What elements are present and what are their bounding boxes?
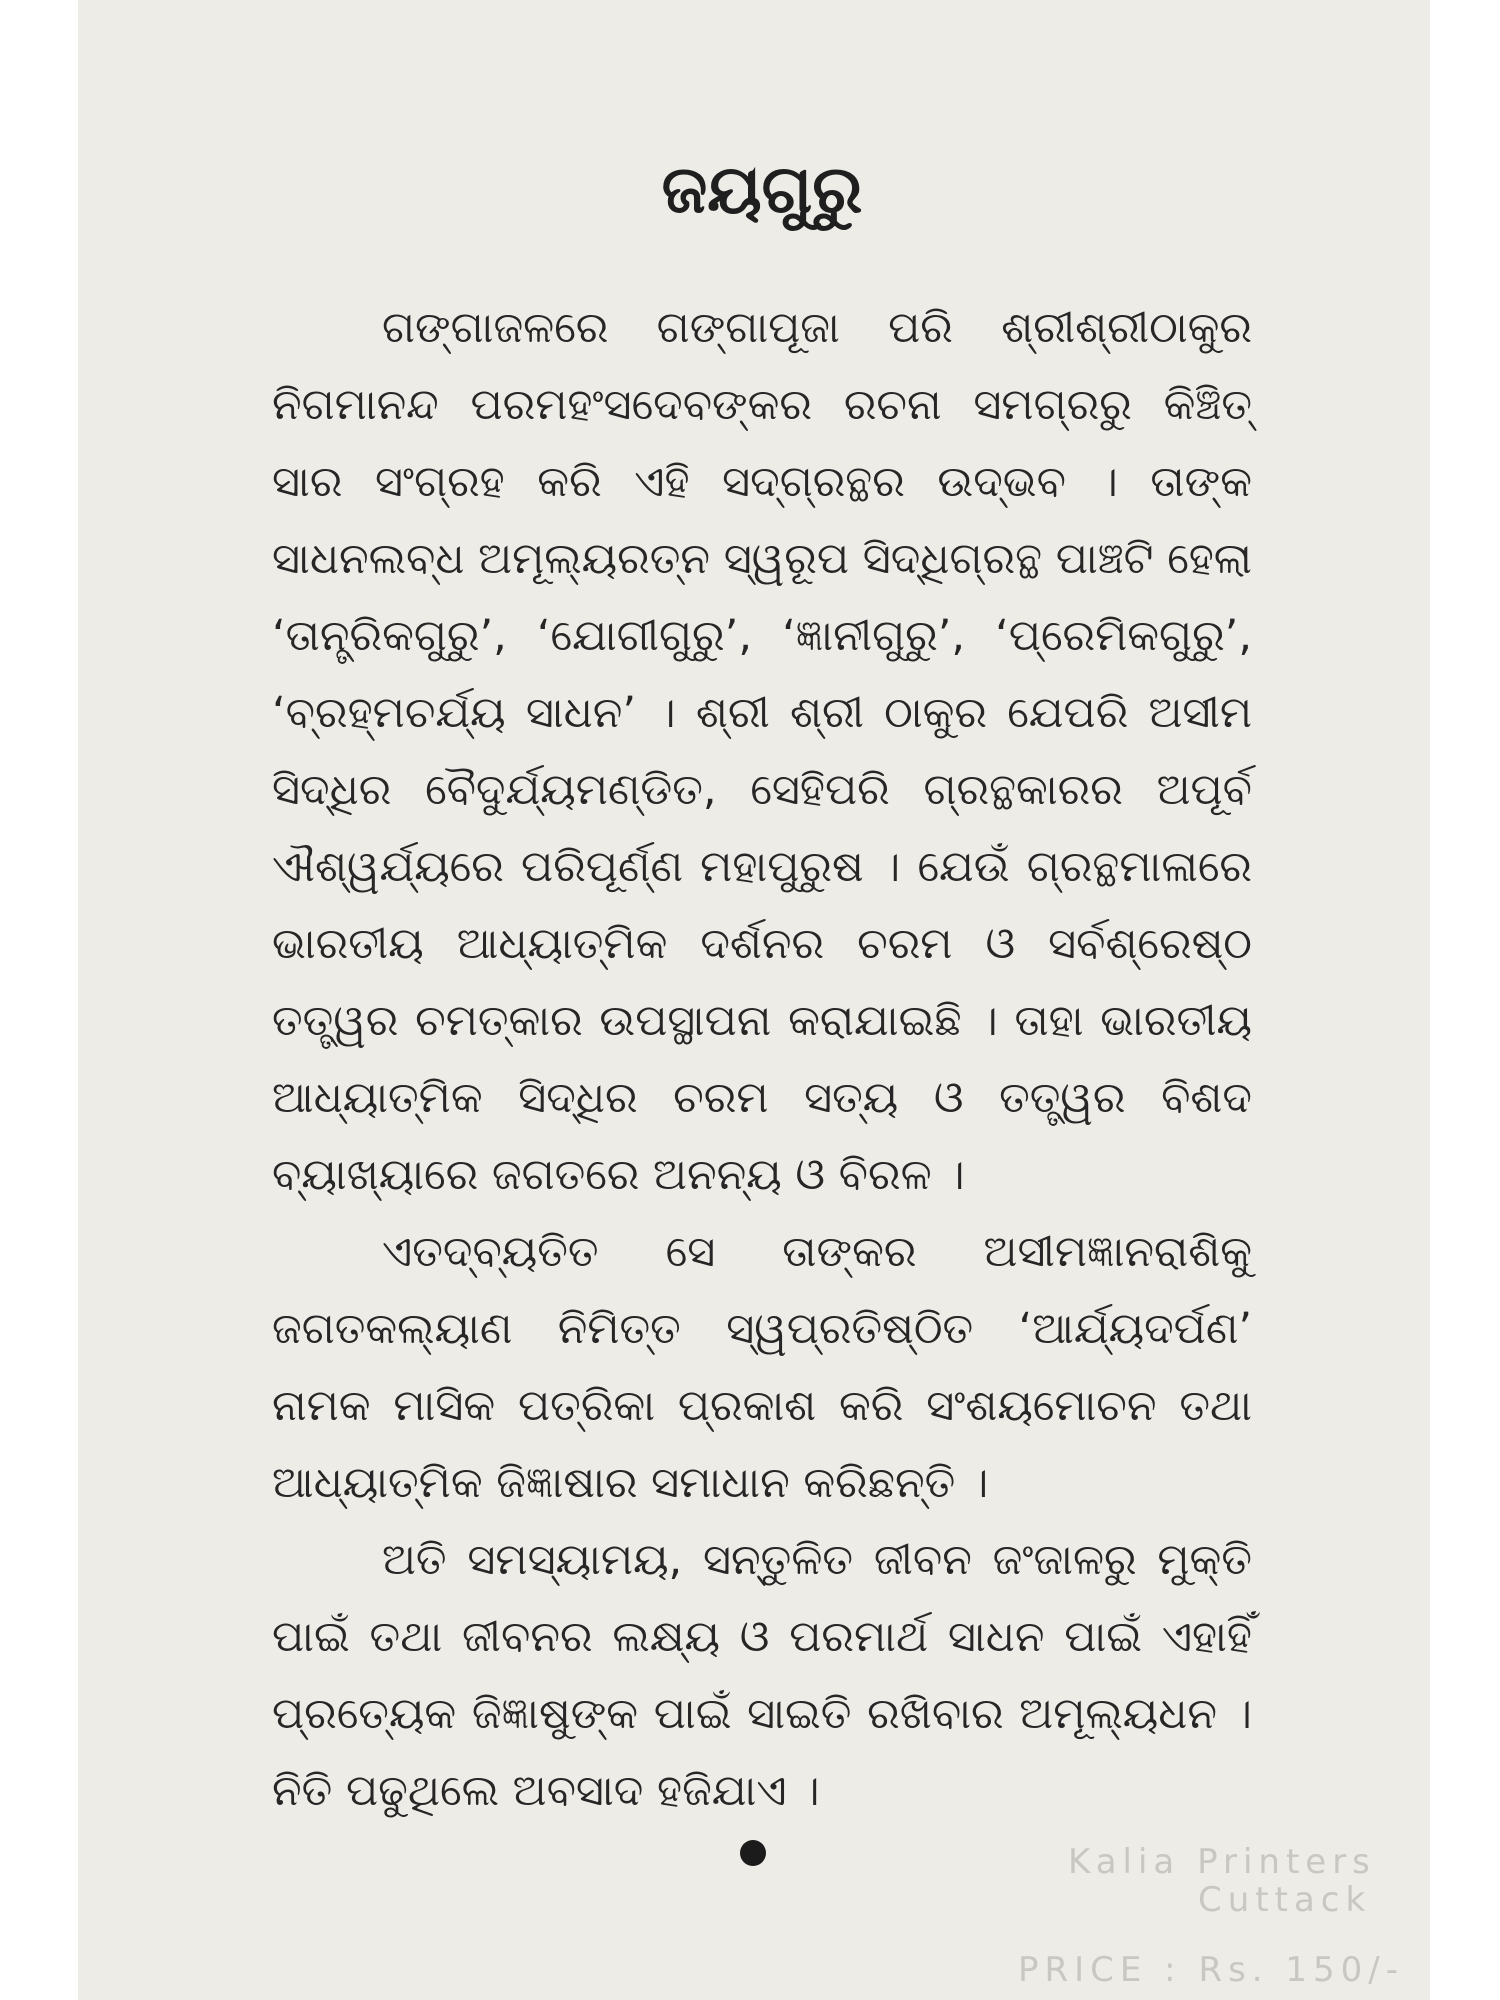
scan-margin-left	[0, 0, 78, 2000]
page-title: ଜୟଗୁରୁ	[661, 151, 863, 228]
bleed-through-text-2: Cuttack	[1198, 1880, 1372, 1920]
paragraph-1: ଗଙ୍ଗାଜଳରେ ଗଙ୍ଗାପୂଜା ପରି ଶ୍ରୀଶ୍ରୀଠାକୁର ନିଗମାନନ୍ଦ ପରମହଂସଦେବଙ୍କର ରଚନା ସମଗ୍ରରୁ କିଞ୍ଚିତ୍ ସାର ସଂଗ୍ରହ କରି ଏହି ସଦ୍‌ଗ୍ରନ୍ଥର ଉଦ୍ଭବ । ତାଙ୍କ ସାଧନଲବ୍ଧ ଅମୂଲ୍ୟରତ୍ନ ସ୍ୱରୂପ ସିଦ୍ଧିଗ୍ରନ୍ଥ ପାଞ୍ଚଟି ହେଲା ‘ତାନ୍ତ୍ରିକଗୁରୁ’, ‘ଯୋଗୀଗୁରୁ’, ‘ଜ୍ଞାନୀଗୁରୁ’, ‘ପ୍ରେମିକଗୁରୁ’, ‘ବ୍ରହ୍ମଚର୍ଯ୍ୟ ସାଧନ’ । ଶ୍ରୀ ଶ୍ରୀ ଠାକୁର ଯେପରି ଅସୀମ ସିଦ୍ଧିର ବୈଦୁର୍ଯ୍ୟମଣ୍ଡିତ, ସେହିପରି ଗ୍ରନ୍ଥକାରର ଅପୂର୍ବ ଐଶ୍ୱର୍ଯ୍ୟରେ ପରିପୂର୍ଣ୍ଣ ମହାପୁରୁଷ । ଯେଉଁ ଗ୍ରନ୍ଥମାଳାରେ ଭାରତୀୟ ଆଧ୍ୟାତ୍ମିକ ଦର୍ଶନର ଚରମ ଓ ସର୍ବଶ୍ରେଷ୍ଠ ତତ୍ତ୍ୱର ଚମତ୍କାର ଉପସ୍ଥାପନା କରାଯାଇଛି । ତାହା ଭାରତୀୟ ଆଧ୍ୟାତ୍ମିକ ସିଦ୍ଧିର ଚରମ ସତ୍ୟ ଓ ତତ୍ତ୍ୱର ବିଶଦ ବ୍ୟାଖ୍ୟାରେ ଜଗତରେ ଅନନ୍ୟ ଓ ବିରଳ ।	[272, 303, 1252, 1200]
bleed-through-text-1: Kalia Printers	[1068, 1842, 1376, 1882]
scan-margin-right	[1430, 0, 1500, 2000]
paragraph-2: ଏତଦ୍‌ବ୍ୟତିତ ସେ ତାଙ୍କର ଅସୀମଜ୍ଞାନରାଶିକୁ ଜଗତକଲ୍ୟାଣ ନିମିତ୍ତ ସ୍ୱପ୍ରତିଷ୍ଠିତ ‘ଆର୍ଯ୍ୟଦର୍ପଣ’ ନାମକ ମାସିକ ପତ୍ରିକା ପ୍ରକାଶ କରି ସଂଶୟମୋଚନ ତଥା ଆଧ୍ୟାତ୍ମିକ ଜିଜ୍ଞାଷାର ସମାଧାନ କରିଛନ୍ତି ।	[272, 1227, 1252, 1508]
paragraph-3: ଅତି ସମସ୍ୟାମୟ, ସନ୍ତୁଳିତ ଜୀବନ ଜଂଜାଳରୁ ମୁକ୍ତି ପାଇଁ ତଥା ଜୀବନର ଲକ୍ଷ୍ୟ ଓ ପରମାର୍ଥ ସାଧନ ପାଇଁ ଏହାହିଁ ପ୍ରତ୍ୟେକ ଜିଜ୍ଞାଷୁଙ୍କ ପାଇଁ ସାଇତି ରଖିବାର ଅମୂଲ୍ୟଧନ । ନିତି ପଢୁଥିଲେ ଅବସାଦ ହଜିଯାଏ ।	[272, 1535, 1252, 1816]
page-content	[272, 150, 1252, 1830]
end-bullet-dot	[740, 1840, 766, 1866]
bleed-through-text-3: PRICE : Rs. 150/-	[1018, 1950, 1405, 1990]
